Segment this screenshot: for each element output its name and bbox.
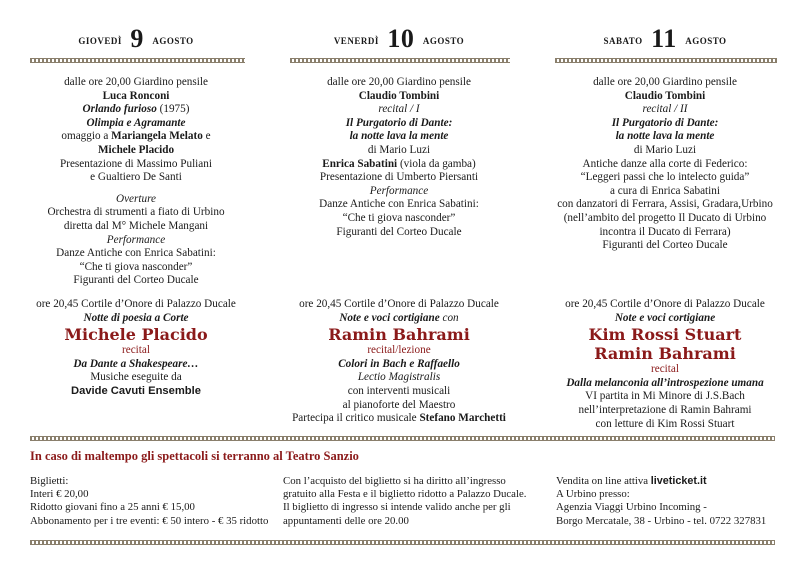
day-number: 9 [130,24,144,53]
orchestra: Orchestra di strumenti a fiato di Urbino [47,206,225,219]
project: (nell’ambito del progetto Il Ducato di Urbino [563,211,767,224]
night-kind: recital [651,363,679,376]
month: agosto [685,32,727,47]
work-line [8,103,264,117]
work-title: Orlando furioso [82,103,157,116]
address: Borgo Mercatale, 38 - Urbino - tel. 0722 327831 [556,514,767,527]
night-line: con letture di Kim Rossi Stuart [595,417,735,430]
divider [290,58,510,63]
performer: Claudio Tombini [624,89,706,102]
urbino-label: A Urbino presso: [556,488,630,501]
dance: “Che ti giova nasconder” [79,260,193,273]
homage-prefix: omaggio a [61,130,112,143]
col3-evening [536,76,794,253]
dance: Danze Antiche con Enrica Sabatini: [319,198,479,211]
night-title: Note e voci cortigiane [339,311,440,324]
weather-warning: In caso di maltempo gli spettacoli si terranno al Teatro Sanzio [30,449,359,463]
dancers: con danzatori di Ferrara, Assisi, Gradara,Urbino [557,198,773,211]
day-header-3 [536,24,794,52]
divider [555,58,777,63]
night-kind: recital [122,344,150,357]
dance: “Che ti giova nasconder” [342,211,456,224]
author: Luca Ronconi [102,89,170,102]
col2-night [270,298,528,426]
night-performer: Michele Placido [64,325,208,345]
divider [30,540,775,545]
online-prefix: Vendita on line attiva [556,475,651,487]
orchestra: diretta dal M° Michele Mangani [63,219,209,232]
night-title: Notte di poesia a Corte [83,311,189,324]
month: agosto [152,32,194,47]
event-time: dalle ore 20,00 Giardino pensile [327,76,471,88]
night-title-suffix: con [439,311,459,324]
note-line: gratuito alla Festa e il biglietto ridotto a Palazzo Ducale. [283,488,527,501]
night-line: al pianoforte del Maestro [342,398,456,411]
performance-label: Performance [369,184,429,197]
col1-night [8,298,264,399]
night-line: nell’interpretazione di Ramin Bahrami [578,403,752,416]
day-number: 10 [387,24,415,53]
author: di Mario Luzi [367,143,431,156]
day-header-2 [270,24,528,52]
homage-name: Michele Placido [97,143,175,156]
note-line: Il biglietto di ingresso si intende valido anche per gli [283,501,511,514]
presentation: Presentazione di Massimo Puliani [60,157,212,170]
ticket-pass: Abbonamento per i tre eventi: € 50 intero - € 35 ridotto [30,514,269,527]
night-work: Da Dante a Shakespeare… [73,357,199,370]
col2-evening [270,76,528,239]
night-kind: recital/lezione [367,344,431,357]
performer: Claudio Tombini [358,89,440,102]
lectio: Lectio Magistralis [357,371,441,384]
night-work: Colori in Bach e Raffaello [338,357,460,370]
day-header-1 [8,24,264,52]
music-line: Musiche eseguite da [90,371,182,384]
subtitle: Olimpia e Agramante [86,116,186,129]
presentation: Presentazione di Umberto Piersanti [319,171,479,184]
night-performer: Kim Rossi Stuart [588,325,742,345]
weekday: sabato [603,32,643,47]
col3-night [536,298,794,431]
divider [30,58,245,63]
performance-label: Performance [106,233,166,246]
title: la notte lava la mente [615,130,715,143]
homage-name: Mariangela Melato [111,130,203,143]
tickets-info [30,475,268,528]
ensemble: Davide Cavuti Ensemble [71,384,201,397]
dance: Danze Antiche con Enrica Sabatini: [56,247,216,260]
ticket-reduced: Ridotto giovani fino a 25 anni € 15,00 [30,501,195,514]
night-line: VI partita in Mi Minore di J.S.Bach [585,390,745,403]
homage-line [8,130,264,144]
dance: Antiche danze alla corte di Federico: [582,157,748,170]
work-year: (1975) [156,103,190,116]
col1-evening [8,76,264,288]
overture-label: Overture [116,192,156,205]
online-line [556,475,766,488]
recital-label: recital / II [642,103,688,116]
figurants: Figuranti del Corteo Ducale [336,225,462,238]
night-title: Note e voci cortigiane [614,311,716,324]
night-line: con interventi musicali [347,384,451,397]
event-time: ore 20,45 Cortile d’Onore di Palazzo Ducale [36,298,236,310]
critic-prefix: Partecipa il critico musicale [292,412,420,425]
tickets-label: Biglietti: [30,475,69,487]
author: di Mario Luzi [633,143,697,156]
weekday: giovedì [78,32,122,47]
critic-line [270,412,528,426]
sales-info [556,475,766,528]
project: incontra il Ducato di Ferrara) [599,225,731,238]
guest-role: (viola da gamba) [397,157,476,170]
divider [30,436,775,441]
curated: a cura di Enrica Sabatini [610,184,720,197]
dance: “Leggeri passi che lo intelecto guida” [580,171,750,184]
ticket-full: Interi € 20,00 [30,488,89,501]
event-time: ore 20,45 Cortile d’Onore di Palazzo Ducale [565,298,765,310]
online-site-link[interactable]: liveticket.it [650,475,707,487]
title: Il Purgatorio di Dante: [611,116,719,129]
night-work: Dalla melanconia all’introspezione umana [566,376,764,389]
event-time: dalle ore 20,00 Giardino pensile [593,76,737,88]
night-title-line [270,312,528,326]
figurants: Figuranti del Corteo Ducale [73,274,199,287]
guest-line [270,158,528,172]
month: agosto [422,32,465,47]
night-performer: Ramin Bahrami [328,325,470,345]
figurants: Figuranti del Corteo Ducale [602,239,728,252]
homage-and: e [202,130,211,143]
weekday: venerdì [333,32,379,47]
title: Il Purgatorio di Dante: [345,116,453,129]
note-line: appuntamenti delle ore 20.00 [283,514,409,527]
event-time: ore 20,45 Cortile d’Onore di Palazzo Ducale [299,298,499,310]
ticket-notes [283,475,526,528]
title: la notte lava la mente [349,130,449,143]
event-time: dalle ore 20,00 Giardino pensile [64,76,208,88]
recital-label: recital / I [378,103,420,116]
guest-name: Enrica Sabatini [322,157,398,170]
presentation: e Gualtiero De Santi [90,171,182,184]
critic: Stefano Marchetti [419,412,506,425]
day-number: 11 [651,24,677,53]
note-line: Con l’acquisto del biglietto si ha diritto all’ingresso [283,475,506,487]
agency: Agenzia Viaggi Urbino Incoming - [556,501,707,514]
night-performer: Ramin Bahrami [594,344,736,364]
